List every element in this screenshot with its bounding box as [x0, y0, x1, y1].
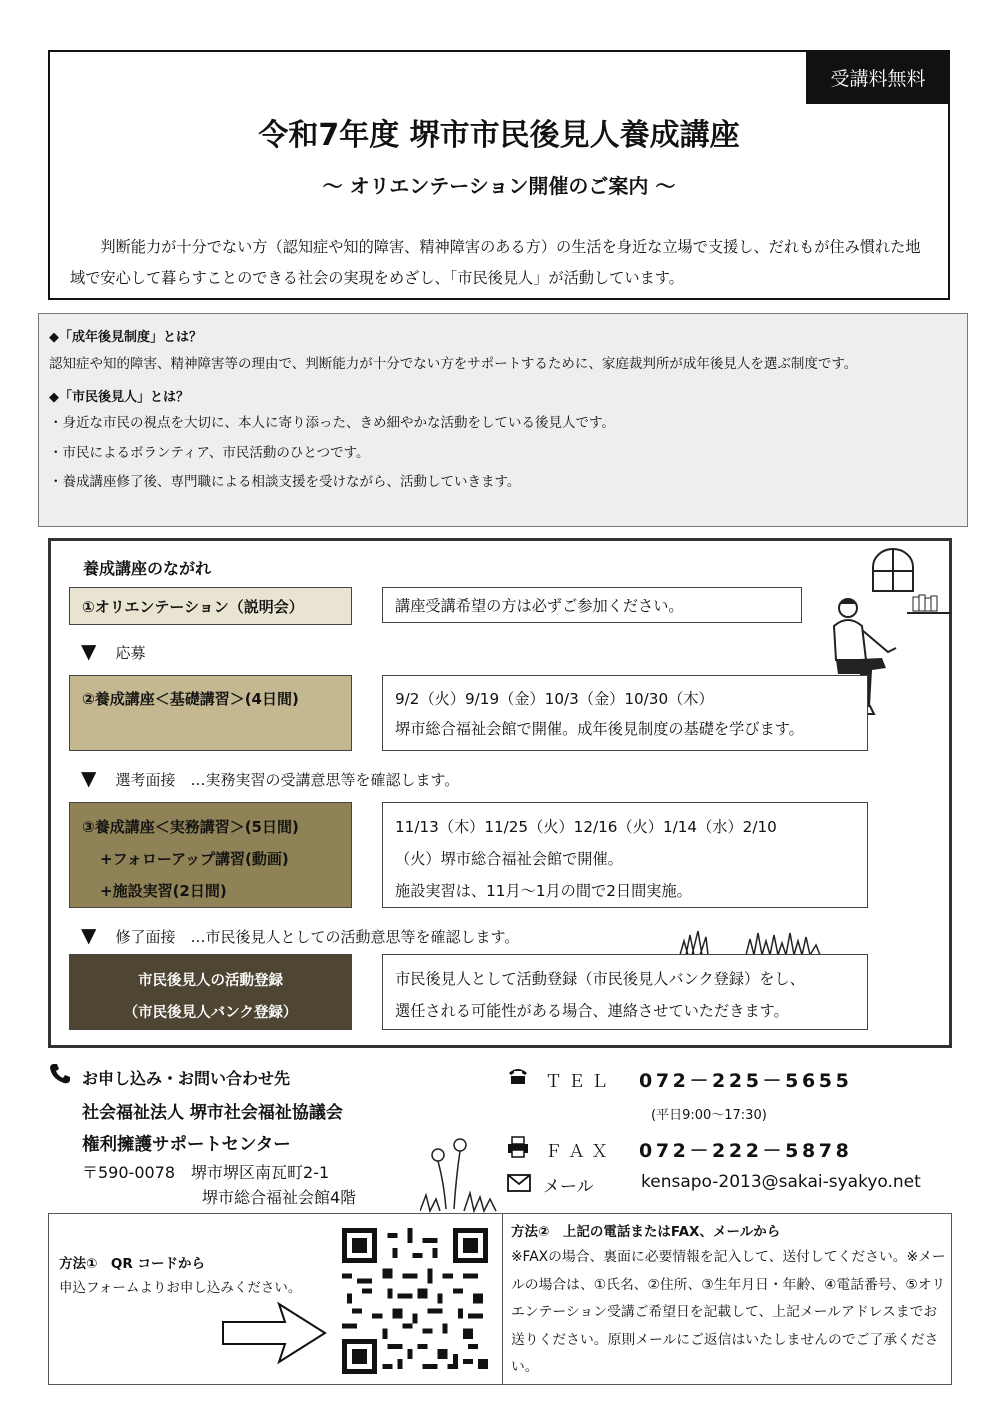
desc-dates: 9/2（火）9/19（金）10/3（金）10/30（木）: [395, 690, 714, 708]
definition-answer-1: 認知症や知的障害、精神障害等の理由で、判断能力が十分でない方をサポートするために、家庭裁判所が成年後見人を選ぶ制度です。: [49, 356, 858, 372]
method-2-text: ※FAXの場合、裏面に必要情報を記入して、送付してください。※メールの場合は、①氏名、②住所、③生年月日・年齢、④電話番号、⑤オリエンテーション受講ご希望日を記載して、上記メールアドレスまでお送りください。原則メールにご返信はいたしませんのでご了承ください。: [511, 1249, 946, 1375]
contact-address: 〒590-0078 堺市堺区南瓦町2-1: [82, 1163, 330, 1182]
desc-text: 講座受講希望の方は必ずご参加ください。: [395, 596, 684, 615]
desc-text: 市民後見人として活動登録（市民後見人バンク登録）をし、: [395, 970, 805, 988]
header-box: [48, 50, 950, 300]
desc-text: （火）堺市総合福祉会館で開催。: [395, 850, 623, 868]
definition-item: ・身近な市民の視点を大切に、本人に寄り添った、きめ細やかな活動をしている後見人です。: [49, 415, 615, 431]
flow-box: [48, 538, 952, 1048]
step-practical-course-followup: +フォローアップ講習(動画): [100, 850, 289, 868]
contact-org-name: 社会福祉法人 堺市社会福祉協議会: [82, 1103, 343, 1123]
grass-illustration: [676, 927, 836, 957]
step-orientation-description: [382, 587, 802, 623]
down-triangle-icon: ▼: [81, 923, 97, 947]
flow-arrow-3: [81, 923, 519, 947]
step-registration-sublabel: （市民後見人バンク登録）: [123, 1005, 298, 1021]
business-hours: (平日9:00～17:30): [651, 1108, 767, 1123]
mail-icon: [507, 1174, 531, 1192]
mail-address: kensapo-2013@sakai-syakyo.net: [641, 1172, 921, 1192]
right-arrow-icon: [219, 1300, 329, 1366]
application-methods-box: [48, 1213, 952, 1385]
qr-code[interactable]: [342, 1228, 488, 1374]
fax-label: ＦＡＸ: [545, 1142, 614, 1162]
flowers-illustration: [420, 1133, 500, 1213]
intro-text: 判断能力が十分でない方（認知症や知的障害、精神障害のある方）の生活を身近な立場で支援し、だれもが住み慣れた地域で安心して暮らすことのできる社会の実現をめざし、「市民後見人」が活動しています。: [70, 238, 921, 287]
fax-number: 072－222－5878: [639, 1140, 853, 1162]
contact-center-name: 権利擁護サポートセンター: [82, 1135, 291, 1155]
step-orientation: [69, 587, 352, 625]
step-registration-label: 市民後見人の活動登録: [138, 973, 283, 989]
arrow-label: 選考面接 …実務実習の受講意思等を確認します。: [115, 771, 460, 789]
step-registration-description: [382, 954, 868, 1030]
window-icon: [869, 547, 917, 593]
step-practical-course-facility: +施設実習(2日間): [100, 882, 227, 900]
flow-title: 養成講座のながれ: [83, 559, 212, 578]
telephone-icon: [507, 1066, 529, 1086]
step-basic-course-description: [382, 675, 868, 751]
mail-label: メール: [543, 1177, 594, 1197]
contact-building: 堺市総合福祉会館4階: [202, 1188, 357, 1207]
method-1-title: 方法① QR コードから: [59, 1256, 206, 1272]
divider: [502, 1214, 503, 1384]
free-badge: 受講料無料: [806, 50, 950, 104]
desc-text: 堺市総合福祉会館で開催。成年後見制度の基礎を学びます。: [395, 720, 804, 738]
step-practical-course-label: ③養成講座＜実務講習＞(5日間): [82, 818, 299, 836]
step-basic-course-label: ②養成講座＜基礎講習＞(4日間): [82, 690, 299, 708]
desc-text: 施設実習は、11月～1月の間で2日間実施。: [395, 882, 692, 900]
step-practical-course-description: [382, 802, 868, 908]
flow-arrow-1: [81, 639, 146, 663]
definition-question-2: ◆「市民後見人」とは？: [49, 390, 189, 405]
method-2-title: 方法② 上記の電話またはFAX、メールから: [511, 1224, 781, 1240]
definition-item: ・養成講座修了後、専門職による相談支援を受けながら、活動していきます。: [49, 474, 521, 490]
step-registration: [69, 954, 352, 1030]
tel-label: ＴＥＬ: [545, 1072, 614, 1092]
page-subtitle: ～ オリエンテーション開催のご案内 ～: [322, 174, 676, 198]
arrow-label: 修了面接 …市民後見人としての活動意思等を確認します。: [115, 928, 520, 946]
desc-text: 選任される可能性がある場合、連絡させていただきます。: [395, 1002, 789, 1020]
definitions-box: [38, 313, 968, 527]
step-basic-course: [69, 675, 352, 751]
books-icon: [907, 593, 951, 617]
method-1-text: 申込フォームよりお申し込みください。: [59, 1280, 302, 1296]
desc-dates: 11/13（木）11/25（火）12/16（火）1/14（水）2/10: [395, 818, 777, 836]
definition-question-1: ◆「成年後見制度」とは？: [49, 330, 202, 345]
tel-number: 072－225－5655: [639, 1070, 853, 1092]
contact-heading: お申し込み・お問い合わせ先: [82, 1069, 291, 1088]
step-orientation-label: ①オリエンテーション（説明会）: [82, 597, 304, 616]
phone-handset-icon: [48, 1062, 72, 1086]
arrow-label: 応募: [115, 644, 146, 662]
down-triangle-icon: ▼: [81, 766, 97, 790]
step-practical-course: [69, 802, 352, 908]
flow-arrow-2: [81, 766, 459, 790]
fax-icon: [507, 1136, 529, 1158]
down-triangle-icon: ▼: [81, 639, 97, 663]
page-title: 令和7年度 堺市市民後見人養成講座: [258, 118, 740, 153]
definition-item: ・市民によるボランティア、市民活動のひとつです。: [49, 445, 370, 461]
